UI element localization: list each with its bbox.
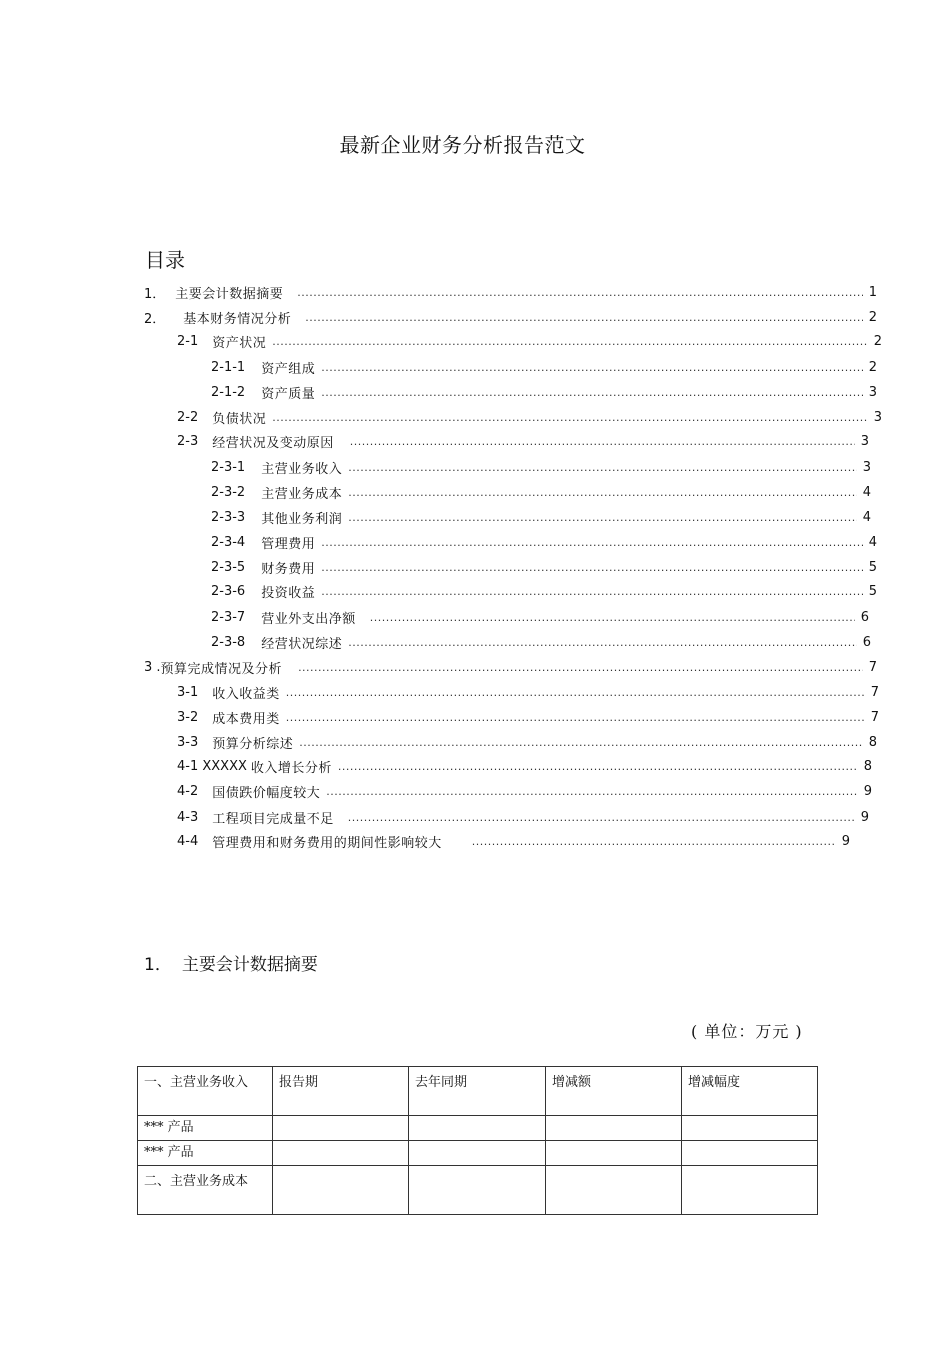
toc-entry-page: 4 [862, 484, 871, 500]
section-number: 1． [144, 955, 172, 975]
toc-entry-page: 7 [870, 684, 879, 700]
toc-entry-page: 2 [868, 309, 877, 325]
table-cell [409, 1141, 546, 1166]
table-cell [273, 1141, 409, 1166]
toc-entry-title: 管理费用和财务费用的期间性影响较大 [212, 835, 442, 851]
toc-leader [321, 585, 863, 598]
toc-entry-number: 4-2 [177, 783, 199, 799]
table-row [138, 1116, 818, 1141]
toc-leader [350, 435, 855, 448]
toc-entry-title: 负债状况 [212, 411, 267, 427]
toc-entry[interactable] [211, 357, 877, 377]
toc-entry-title: 营业外支出净额 [261, 611, 356, 627]
toc-entry[interactable] [211, 382, 877, 402]
document-title: 最新企业财务分析报告范文 [339, 133, 586, 157]
toc-leader [272, 335, 867, 348]
toc-leader [321, 361, 863, 374]
section-heading [144, 950, 318, 975]
toc-entry-number: 2-3-7 [211, 609, 246, 625]
toc-entry-title: 收入收益类 [212, 686, 280, 702]
toc-entry-title: 工程项目完成量不足 [212, 811, 334, 827]
section-title: 主要会计数据摘要 [181, 955, 318, 975]
toc-entry[interactable] [177, 756, 872, 776]
toc-entry-number: 3-1 [177, 684, 199, 700]
toc-entry-title: 资产质量 [261, 386, 316, 402]
table-row [138, 1141, 818, 1166]
toc-entry[interactable] [211, 581, 877, 601]
toc-entry-page: 4 [868, 534, 877, 550]
toc-entry[interactable] [211, 557, 877, 577]
toc-leader [326, 785, 857, 798]
unit-note: ( 单位：万元 ) [691, 1022, 803, 1041]
toc-entry-title: 主要会计数据摘要 [175, 286, 284, 302]
toc-entry[interactable] [177, 781, 872, 801]
toc-entry[interactable] [144, 657, 877, 677]
toc-entry-title: 主营业务收入 [261, 461, 343, 477]
table-cell [546, 1116, 682, 1141]
toc-entry-title: 预算完成情况及分析 [160, 661, 283, 677]
toc-entry-title: 国债跌价幅度较大 [212, 785, 321, 801]
toc-entry-title: 成本费用类 [212, 711, 280, 727]
toc-entry[interactable] [144, 307, 877, 327]
toc-entry[interactable] [177, 831, 850, 851]
table-header-cell: 一、主营业务收入 [138, 1067, 273, 1116]
toc-entry-number: 4-4 [177, 833, 199, 849]
toc-entry-page: 3 [860, 433, 869, 449]
toc-entry-page: 7 [868, 659, 877, 675]
toc-entry-number: 2-1-1 [211, 359, 246, 375]
toc-leader [370, 611, 855, 624]
toc-entry-page: 9 [863, 783, 872, 799]
toc-entry-number: 4-1 XXXXX [177, 758, 247, 774]
toc-entry-title: 资产状况 [212, 335, 267, 351]
toc-leader [348, 811, 855, 824]
toc-leader [321, 386, 863, 399]
toc-leader [297, 286, 862, 299]
toc-entry[interactable] [177, 732, 877, 752]
toc-entry-number: 3-2 [177, 709, 199, 725]
toc-leader [348, 486, 857, 499]
toc-heading: 目录 [145, 248, 185, 272]
toc-entry[interactable] [144, 282, 877, 302]
toc-entry-number: 2-3-4 [211, 534, 246, 550]
toc-entry-title: 经营状况及变动原因 [212, 435, 334, 451]
table-header-row [138, 1067, 818, 1116]
table-header-cell: 去年同期 [409, 1067, 546, 1116]
toc-entry-title: 主营业务成本 [261, 486, 343, 502]
toc-entry-page: 6 [860, 609, 869, 625]
toc-entry-page: 9 [841, 833, 850, 849]
toc-entry-page: 4 [862, 509, 871, 525]
toc-entry-page: 2 [868, 359, 877, 375]
toc-entry-page: 5 [868, 583, 877, 599]
toc-entry-title: 管理费用 [261, 536, 316, 552]
toc-entry-number: 1． [144, 286, 166, 302]
toc-entry-page: 7 [870, 709, 879, 725]
toc-entry-page: 3 [862, 459, 871, 475]
toc-entry-number: 2-3 [177, 433, 199, 449]
toc-entry-page: 5 [868, 559, 877, 575]
toc-entry-number: 2-3-2 [211, 484, 246, 500]
toc-entry-number: 2-3-3 [211, 509, 246, 525]
toc-entry[interactable] [211, 632, 871, 652]
toc-leader [348, 461, 857, 474]
toc-entry-number: 2-1-2 [211, 384, 246, 400]
toc-entry[interactable] [211, 482, 871, 502]
toc-leader [286, 711, 865, 724]
table-cell [682, 1166, 818, 1215]
toc-leader [338, 760, 858, 773]
toc-leader [472, 835, 836, 848]
table-header-cell: 报告期 [273, 1067, 409, 1116]
toc-entry-title: 其他业务利润 [261, 511, 343, 527]
table-header-cell: 增减幅度 [682, 1067, 818, 1116]
toc-leader [321, 561, 863, 574]
toc-entry[interactable] [177, 707, 879, 727]
toc-entry-number: 3 . [144, 659, 161, 675]
toc-entry-number: 2-1 [177, 333, 199, 349]
toc-entry-page: 3 [873, 409, 882, 425]
toc-entry-page: 3 [868, 384, 877, 400]
table-row [138, 1166, 818, 1215]
table-cell [409, 1116, 546, 1141]
toc-leader [286, 686, 865, 699]
toc-entry-page: 8 [868, 734, 877, 750]
toc-entry-title: 投资收益 [261, 585, 316, 601]
table-cell [546, 1141, 682, 1166]
toc-entry-title: 财务费用 [261, 561, 316, 577]
table-cell: 二、主营业务成本 [138, 1166, 273, 1215]
table-cell [273, 1166, 409, 1215]
toc-entry[interactable] [211, 457, 871, 477]
toc-entry-page: 6 [862, 634, 871, 650]
table-cell [546, 1166, 682, 1215]
toc-entry[interactable] [177, 407, 882, 427]
toc-entry-page: 8 [863, 758, 872, 774]
toc-entry-page: 9 [860, 809, 869, 825]
toc-entry[interactable] [177, 807, 869, 827]
toc-entry-title: 经营状况综述 [261, 636, 343, 652]
toc-leader [272, 411, 867, 424]
toc-leader [348, 511, 857, 524]
toc-entry-page: 2 [873, 333, 882, 349]
table-cell: *** 产品 [138, 1116, 273, 1141]
toc-entry-number: 2． [144, 311, 166, 327]
table-header-cell: 增减额 [546, 1067, 682, 1116]
toc-entry-number: 3-3 [177, 734, 199, 750]
toc-entry-number: 2-3-1 [211, 459, 246, 475]
toc-entry[interactable] [177, 682, 879, 702]
toc-leader [298, 661, 863, 674]
toc-entry-number: 4-3 [177, 809, 199, 825]
toc-entry[interactable] [177, 331, 882, 351]
toc-entry[interactable] [211, 532, 877, 552]
table-cell [682, 1116, 818, 1141]
toc-entry-number: 2-3-5 [211, 559, 246, 575]
toc-entry-number: 2-2 [177, 409, 199, 425]
toc-entry-page: 1 [868, 284, 877, 300]
toc-entry-number: 2-3-6 [211, 583, 246, 599]
table-cell: *** 产品 [138, 1141, 273, 1166]
toc-leader [299, 736, 862, 749]
table-cell [409, 1166, 546, 1215]
toc-entry-title: 收入增长分析 [250, 760, 332, 776]
data-table [137, 1066, 818, 1215]
table-cell [273, 1116, 409, 1141]
toc-entry-number: 2-3-8 [211, 634, 246, 650]
toc-leader [321, 536, 863, 549]
toc-entry-title: 资产组成 [261, 361, 316, 377]
toc-leader [348, 636, 857, 649]
toc-entry[interactable] [211, 607, 869, 627]
toc-entry[interactable] [211, 507, 871, 527]
toc-entry-title: 基本财务情况分析 [183, 311, 292, 327]
toc-entry-title: 预算分析综述 [212, 736, 294, 752]
toc-entry[interactable] [177, 431, 869, 451]
table-cell [682, 1141, 818, 1166]
toc-leader [305, 311, 862, 324]
